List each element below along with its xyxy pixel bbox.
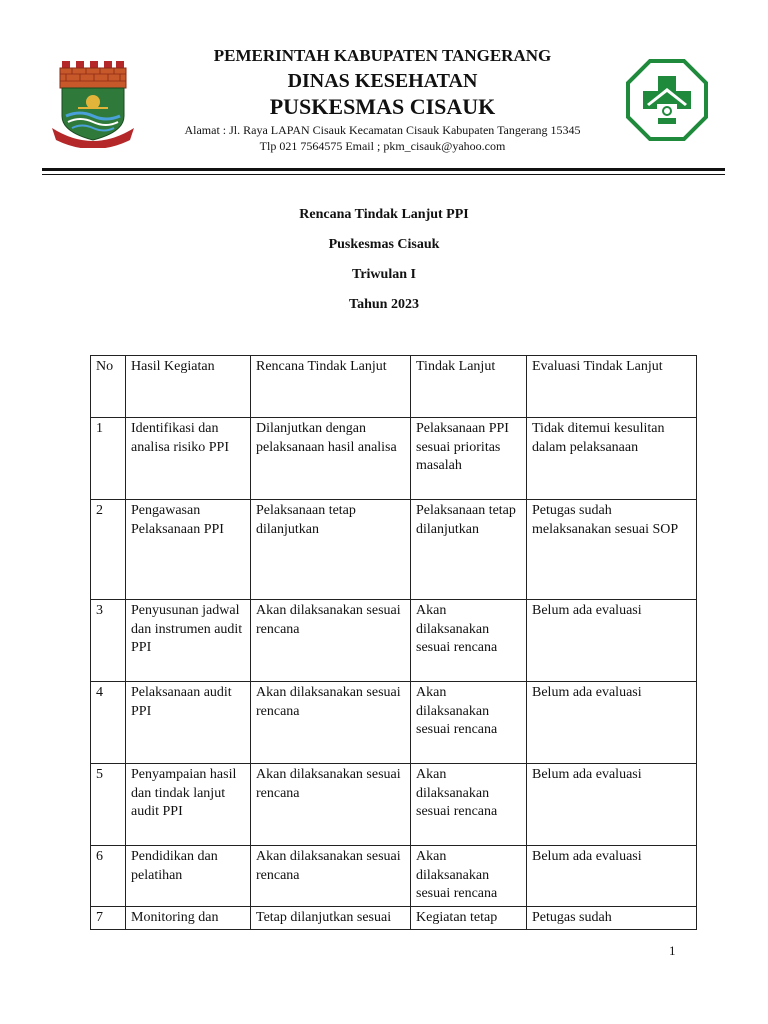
document-titles xyxy=(0,205,768,325)
table-cell: Monitoring dan xyxy=(126,906,251,930)
letterhead-line1: PEMERINTAH KABUPATEN TANGERANG xyxy=(213,46,552,65)
table-cell: Dilanjutkan dengan pelaksanaan hasil analisa xyxy=(251,418,411,500)
table-cell: 1 xyxy=(91,418,126,500)
letterhead-rule-thin xyxy=(42,174,725,175)
table-cell: Pelaksanaan tetap dilanjutkan xyxy=(411,500,527,600)
table-cell: Akan dilaksanakan sesuai rencana xyxy=(411,682,527,764)
table-cell: Belum ada evaluasi xyxy=(527,764,697,846)
table-cell: 2 xyxy=(91,500,126,600)
follow-up-table xyxy=(90,355,697,930)
table-row xyxy=(91,600,697,682)
table-cell: Petugas sudah melaksanakan sesuai SOP xyxy=(527,500,697,600)
table-cell: Penyusunan jadwal dan instrumen audit PPI xyxy=(126,600,251,682)
table-cell: Pelaksanaan audit PPI xyxy=(126,682,251,764)
table-cell: 6 xyxy=(91,846,126,907)
table-cell: 7 xyxy=(91,906,126,930)
table-row xyxy=(91,682,697,764)
table-cell: 3 xyxy=(91,600,126,682)
document-title: Rencana Tindak Lanjut PPI xyxy=(299,207,469,222)
table-cell: Akan dilaksanakan sesuai rencana xyxy=(251,682,411,764)
document-subtitle-unit: Puskesmas Cisauk xyxy=(328,237,440,252)
table-cell: Belum ada evaluasi xyxy=(527,600,697,682)
letterhead-rule-thick xyxy=(42,168,725,171)
table-row xyxy=(91,846,697,907)
table-cell: Pelaksanaan tetap dilanjutkan xyxy=(251,500,411,600)
table-row xyxy=(91,764,697,846)
table-cell: 4 xyxy=(91,682,126,764)
letterhead-line2: DINAS KESEHATAN xyxy=(287,70,478,92)
header-cell-no: No xyxy=(91,356,126,418)
kabupaten-tangerang-emblem-icon xyxy=(50,58,136,148)
table-cell: Pendidikan dan pelatihan xyxy=(126,846,251,907)
letterhead-contact: Tlp 021 7564575 Email ; pkm_cisauk@yahoo.com xyxy=(259,139,506,153)
letterhead-address: Alamat : Jl. Raya LAPAN Cisauk Kecamatan Cisauk Kabupaten Tangerang 15345 xyxy=(184,123,581,137)
table-cell: Tidak ditemui kesulitan dalam pelaksanaan xyxy=(527,418,697,500)
header-cell-rencana-tindak-lanjut: Rencana Tindak Lanjut xyxy=(251,356,411,418)
table-cell: Tetap dilanjutkan sesuai xyxy=(251,906,411,930)
letterhead-line3: PUSKESMAS CISAUK xyxy=(269,94,496,119)
table-cell: Akan dilaksanakan sesuai rencana xyxy=(411,600,527,682)
table-cell: Pengawasan Pelaksanaan PPI xyxy=(126,500,251,600)
table-cell: Kegiatan tetap xyxy=(411,906,527,930)
document-subtitle-year: Tahun 2023 xyxy=(349,297,419,312)
letterhead xyxy=(0,0,768,175)
table-header-row xyxy=(91,356,697,418)
table-cell: Akan dilaksanakan sesuai rencana xyxy=(251,846,411,907)
header-cell-evaluasi-tindak-lanjut: Evaluasi Tindak Lanjut xyxy=(527,356,697,418)
table-cell: Akan dilaksanakan sesuai rencana xyxy=(411,764,527,846)
table-cell: Belum ada evaluasi xyxy=(527,846,697,907)
table-row xyxy=(91,500,697,600)
table-row xyxy=(91,418,697,500)
table-cell: Belum ada evaluasi xyxy=(527,682,697,764)
header-cell-tindak-lanjut: Tindak Lanjut xyxy=(411,356,527,418)
page-number: 1 xyxy=(669,943,676,958)
table-cell: Akan dilaksanakan sesuai rencana xyxy=(251,600,411,682)
table-cell: 5 xyxy=(91,764,126,846)
table-row xyxy=(91,906,697,930)
table-cell: Petugas sudah xyxy=(527,906,697,930)
table-cell: Pelaksanaan PPI sesuai prioritas masalah xyxy=(411,418,527,500)
table-cell: Penyampaian hasil dan tindak lanjut audit PPI xyxy=(126,764,251,846)
table-cell: Identifikasi dan analisa risiko PPI xyxy=(126,418,251,500)
header-cell-hasil-kegiatan: Hasil Kegiatan xyxy=(126,356,251,418)
document-subtitle-quarter: Triwulan I xyxy=(352,267,416,282)
table-cell: Akan dilaksanakan sesuai rencana xyxy=(411,846,527,907)
table-cell: Akan dilaksanakan sesuai rencana xyxy=(251,764,411,846)
puskesmas-logo-icon xyxy=(625,58,709,142)
